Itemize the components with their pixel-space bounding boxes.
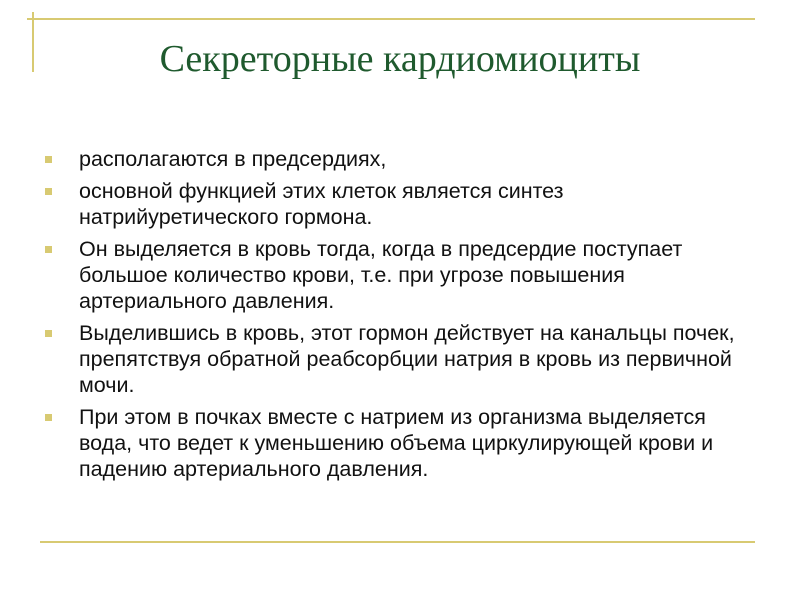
bullet-text: Выделившись в кровь, этот гормон действует на канальцы почек, препятствуя обратной реабсорбции натрия в кровь из первичной мочи. bbox=[79, 321, 735, 397]
top-decorative-rule bbox=[27, 18, 755, 20]
bottom-decorative-rule bbox=[40, 541, 755, 543]
square-bullet-icon bbox=[45, 156, 52, 163]
bullet-text: основной функцией этих клеток является синтез натрийуретического гормона. bbox=[79, 179, 564, 229]
list-item bbox=[45, 178, 755, 230]
square-bullet-icon bbox=[45, 414, 52, 421]
list-item bbox=[45, 320, 755, 398]
list-item bbox=[45, 146, 755, 172]
list-item bbox=[45, 404, 755, 482]
bullet-text: располагаются в предсердиях, bbox=[79, 147, 387, 171]
list-item bbox=[45, 236, 755, 314]
bullet-text: При этом в почках вместе с натрием из организма выделяется вода, что ведет к уменьшению объема циркулирующей крови и падению артериального давления. bbox=[79, 405, 714, 481]
square-bullet-icon bbox=[45, 330, 52, 337]
bullet-list bbox=[45, 146, 755, 488]
square-bullet-icon bbox=[45, 188, 52, 195]
bullet-text: Он выделяется в кровь тогда, когда в предсердие поступает большое количество крови, т.е. при угрозе повышения артериального давления. bbox=[79, 237, 683, 313]
slide-title: Секреторные кардиомиоциты bbox=[159, 38, 641, 80]
square-bullet-icon bbox=[45, 246, 52, 253]
